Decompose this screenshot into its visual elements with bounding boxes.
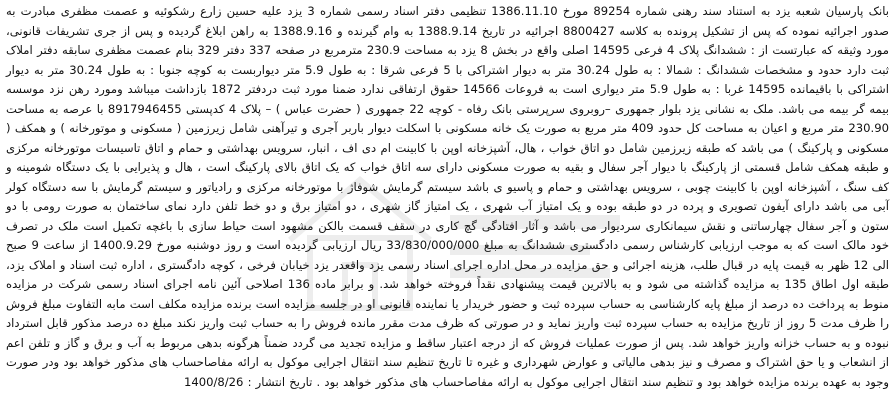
- notice-body-text: بانک پارسیان شعبه یزد به استناد سند رهنی شماره 89254 مورخ 1386.11.10 تنظیمی دفتر اسناد رسمی شماره 3 یزد علیه حسین زارع رشکوئیه و عصمت مظفری مبادرت به صدور اجرائیه نموده که پس از تشکیل پرونده به کلاسه 8800427 اجرائیه در تاریخ 1388.9.14 به وام گیرنده و 1388.9.16 به راهن ابلاغ گردیده و پس از جری تشریفات قانونی، مورد وثیقه که عبارتست از : ششدانگ پلاک 4 فرعی 14595 اصلی واقع در بخش 8 یزد به مساحت 230.9 مترمربع در صفحه 337 دفتر 329 بنام عصمت مظفری سابقه دفتر املاک ثبت دارد حدود و مشخصات ششدانگ : شمالا : به طول 30.24 متر به دیوار اشتراکی با 5 فرعی شرقا : به طول 5.9 متر دیواربست به کوچه جنوبا : به طول 30.24 متر به دیوار اشتراکی با باقیمانده 14595 غربا : به طول 5.9 متر دیواری است به فروعات 14566 حقوق ارتفاقی ندارد ضمنا مورد ثبت دردفتر 1872 بازداشت میباشد ومورد رهن نزد موسسه بیمه گر بیمه می باشد. ملک به نشانی یزد بلوار جمهوری –روبروی سرپرستی بانک رفاه - کوچه 22 جمهوری ( حضرت عباس ) – پلاک 4 کدپستی 8917946455 با عرصه به مساحت 230.90 متر مربع و اعیان به مساحت کل حدود 409 متر مربع به صورت یک خانه مسکونی با اسکلت دیوار باربر آجری و تیرآهنی شامل زیرزمین ( مسکونی و موتورخانه ) و همکف ( مسکونی و پارکینگ ) می باشد که طبقه زیرزمین شامل دو اتاق خواب ، هال، آشپزخانه اوپن با کابینت ام دی اف ، انبار، سرویس بهداشتی و حمام و اتاق تاسیسات موتورخانه مرکزی و طبقه همکف شامل قسمتی از پارکینگ با دیوار آجر سفال و بقیه به صورت مسکونی دارای سه اتاق خواب که یک اتاق بالای پارکینگ است ، هال و پذیرایی با یک دستگاه شومینه و کف سنگ ، آشپزخانه اوپن با کابینت چوبی ، سرویس بهداشتی و حمام و پاسیو ی باشد سیستم گرمایش شوفاژ با موتورخانه مرکزی و رادیاتور و سیستم گرمایش با سه دستگاه کولر آبی می باشد دارای آیفون تصویری و پرده در دو طبقه بوده و یک امتیاز آب شهری ، یک امتیاز گاز شهری ، دو امتیاز برق و دو خط تلفن دارد نمای ساختمان به صورت رومی با دو ستون و آجر سفال چهارساتنی و نقش سیمانکاری سردیوار می باشد و آثار افتادگی گچ کاری در سقف قسمت بالکن مشهود است حیاط سازی با باغچه تکمیل است ملک در تصرف خود مالک است که به موجب ارزیابی کارشناس رسمی دادگستری ششدانگ به مبلغ 33/830/000/000 ریال ارزیابی گردیده است و روز دوشنبه مورخ 1400.9.29 از ساعت 9 صبح الی 12 ظهر به قیمت پایه در قبال طلب، هزینه اجرائی و حق مزایده در محل اداره اجرای اسناد رسمی یزد واقعدر یزد خیابان فرخی ، کوچه دادگستری ، اداره ثبت اسناد و املاک یزد، طبقه اول اطاق 135 به مزایده گذاشته می شود و به بالاترین قیمت پیشنهادی نقداً فروخته خواهد شد. و برابر ماده 136 اصلاحی آئین نامه اجرای اسناد رسمی شرکت در مزایده منوط به پرداخت ده درصد از مبلغ پایه کارشناسی به حساب سپرده ثبت و حضور خریدار یا نماینده قانونی او در جلسه مزایده است برنده مزایده مکلف است مابه التفاوت مبلغ فروش را ظرف مدت 5 روز از تاریخ مزایده به حساب سپرده ثبت واریز نماید و در صورتی که ظرف مدت مقرر مانده فروش را به حساب ثبت واریز نکند مبلغ ده درصد مذکور قابل استرداد نبوده و به حساب خزانه واریز خواهد شد. پس از صورت عملیات فروش که از درجه اعتبار ساقط و مزایده تجدید می گردد ضمناً هرگونه بدهی مربوط به آب و برق و گاز و تلفن اعم از انشعاب و یا حق اشتراک و مصرف و نیز بدهی مالیاتی و عوارض شهرداری و غیره تا تاریخ تنظیم سند انتقال اجرایی موکول به ارائه مفاصاحساب های مذکور خواهد بود ودر صورت وجود به عهده برنده مزایده خواهد بود و تنظیم سند انتقال اجرایی موکول به ارائه مفاصاحساب های مذکور خواهد بود . تاریخ انتشار : 1400/8/26: [6, 4, 889, 389]
